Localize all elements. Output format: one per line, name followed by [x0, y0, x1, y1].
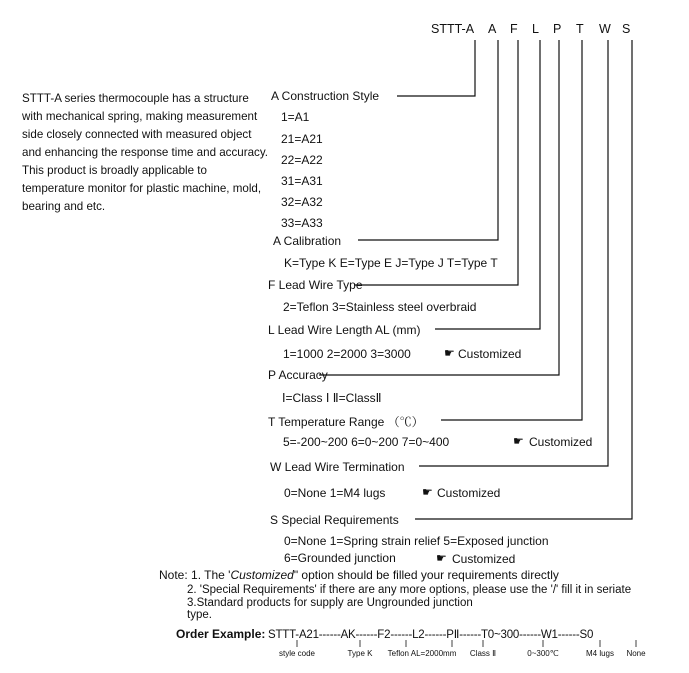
- lead-wire-length-custom: Customized: [458, 347, 522, 361]
- leader-line-t: [441, 40, 582, 420]
- accuracy-options: Ⅰ=Class Ⅰ Ⅱ=ClassⅡ: [282, 391, 382, 405]
- header-code-letter-t: T: [576, 22, 584, 36]
- order-annotation: Class Ⅱ: [469, 649, 497, 658]
- header-code-letter-l: L: [532, 22, 539, 36]
- leader-line-w: [419, 40, 608, 466]
- section-title-calibration: A Calibration: [273, 234, 342, 248]
- section-title-construction: A Construction Style: [271, 89, 380, 103]
- special-options-line2: 6=Grounded junction: [284, 551, 396, 565]
- leader-line-a-construction: [397, 40, 475, 96]
- construction-option: 21=A21: [281, 132, 323, 146]
- pointing-hand-icon: ☛: [513, 434, 524, 448]
- note-3-line1: 3.Standard products for supply are Ungrounded junction: [187, 597, 473, 609]
- note-3-line2: type.: [187, 609, 212, 621]
- termination-custom: Customized: [437, 486, 501, 500]
- order-annotation: style code: [278, 649, 316, 658]
- header-code-letter-f: F: [510, 22, 518, 36]
- order-example-code: STTT-A21------AK------F2------L2------PⅡ------T0~300------W1------S0: [268, 629, 594, 641]
- section-title-accuracy: P Accuracy: [268, 368, 328, 382]
- order-annotation: Type K: [347, 649, 373, 658]
- header-code-letter-s: S: [622, 22, 631, 36]
- special-custom: Customized: [452, 552, 516, 566]
- section-title-lead-wire-length: L Lead Wire Length AL (mm): [268, 323, 421, 337]
- order-example-ticks: [297, 640, 636, 647]
- section-title-special: S Special Requirements: [270, 513, 399, 527]
- construction-option: 22=A22: [281, 153, 323, 167]
- temperature-range-custom: Customized: [529, 435, 593, 449]
- section-title-termination: W Lead Wire Termination: [270, 460, 405, 474]
- header-code-letter-w: W: [599, 22, 611, 36]
- leader-line-f: [354, 40, 518, 285]
- temperature-range-options: 5=-200~200 6=0~200 7=0~400: [283, 435, 450, 449]
- lead-wire-type-options: 2=Teflon 3=Stainless steel overbraid: [283, 300, 477, 314]
- construction-option: 1=A1: [281, 110, 310, 124]
- pointing-hand-icon: ☛: [444, 346, 455, 360]
- leader-line-a-calibration: [358, 40, 498, 240]
- pointing-hand-icon: ☛: [436, 551, 447, 565]
- leader-line-l: [435, 40, 540, 329]
- order-annotation: None: [626, 649, 646, 658]
- calibration-options: K=Type K E=Type E J=Type J T=Type T: [284, 256, 498, 270]
- order-annotation: M4 lugs: [585, 649, 614, 658]
- header-code-letter-p: P: [553, 22, 562, 36]
- order-annotation: Teflon AL=2000mm: [387, 649, 457, 658]
- termination-options: 0=None 1=M4 lugs: [284, 486, 386, 500]
- header-code-letter-a: A: [488, 22, 497, 36]
- intro-paragraph: STTT-A series thermocouple has a structure with mechanical spring, making measurement side closely connected with measured object and enhancing the response time and accuracy. This product is broadly applicable to temperature monitor for plastic machine, mold, bearing and etc.: [22, 92, 268, 213]
- note-1: Note: 1. The 'Customized" option should be filled your requirements directly: [159, 568, 559, 582]
- construction-option: 32=A32: [281, 195, 323, 209]
- construction-option: 33=A33: [281, 216, 323, 230]
- construction-option: 31=A31: [281, 174, 323, 188]
- section-title-temperature-range: T Temperature Range （℃）: [268, 415, 424, 429]
- section-title-lead-wire-type: F Lead Wire Type: [268, 278, 363, 292]
- lead-wire-length-options: 1=1000 2=2000 3=3000: [283, 347, 411, 361]
- order-example-label: Order Example:: [176, 627, 266, 641]
- header-code-prefix: STTT-A: [431, 22, 475, 36]
- pointing-hand-icon: ☛: [422, 485, 433, 499]
- order-annotation: 0~300℃: [527, 649, 559, 658]
- special-options-line1: 0=None 1=Spring strain relief 5=Exposed junction: [284, 534, 549, 548]
- note-2: 2. 'Special Requirements' if there are any more options, please use the '/' fill it in seriate: [187, 584, 632, 596]
